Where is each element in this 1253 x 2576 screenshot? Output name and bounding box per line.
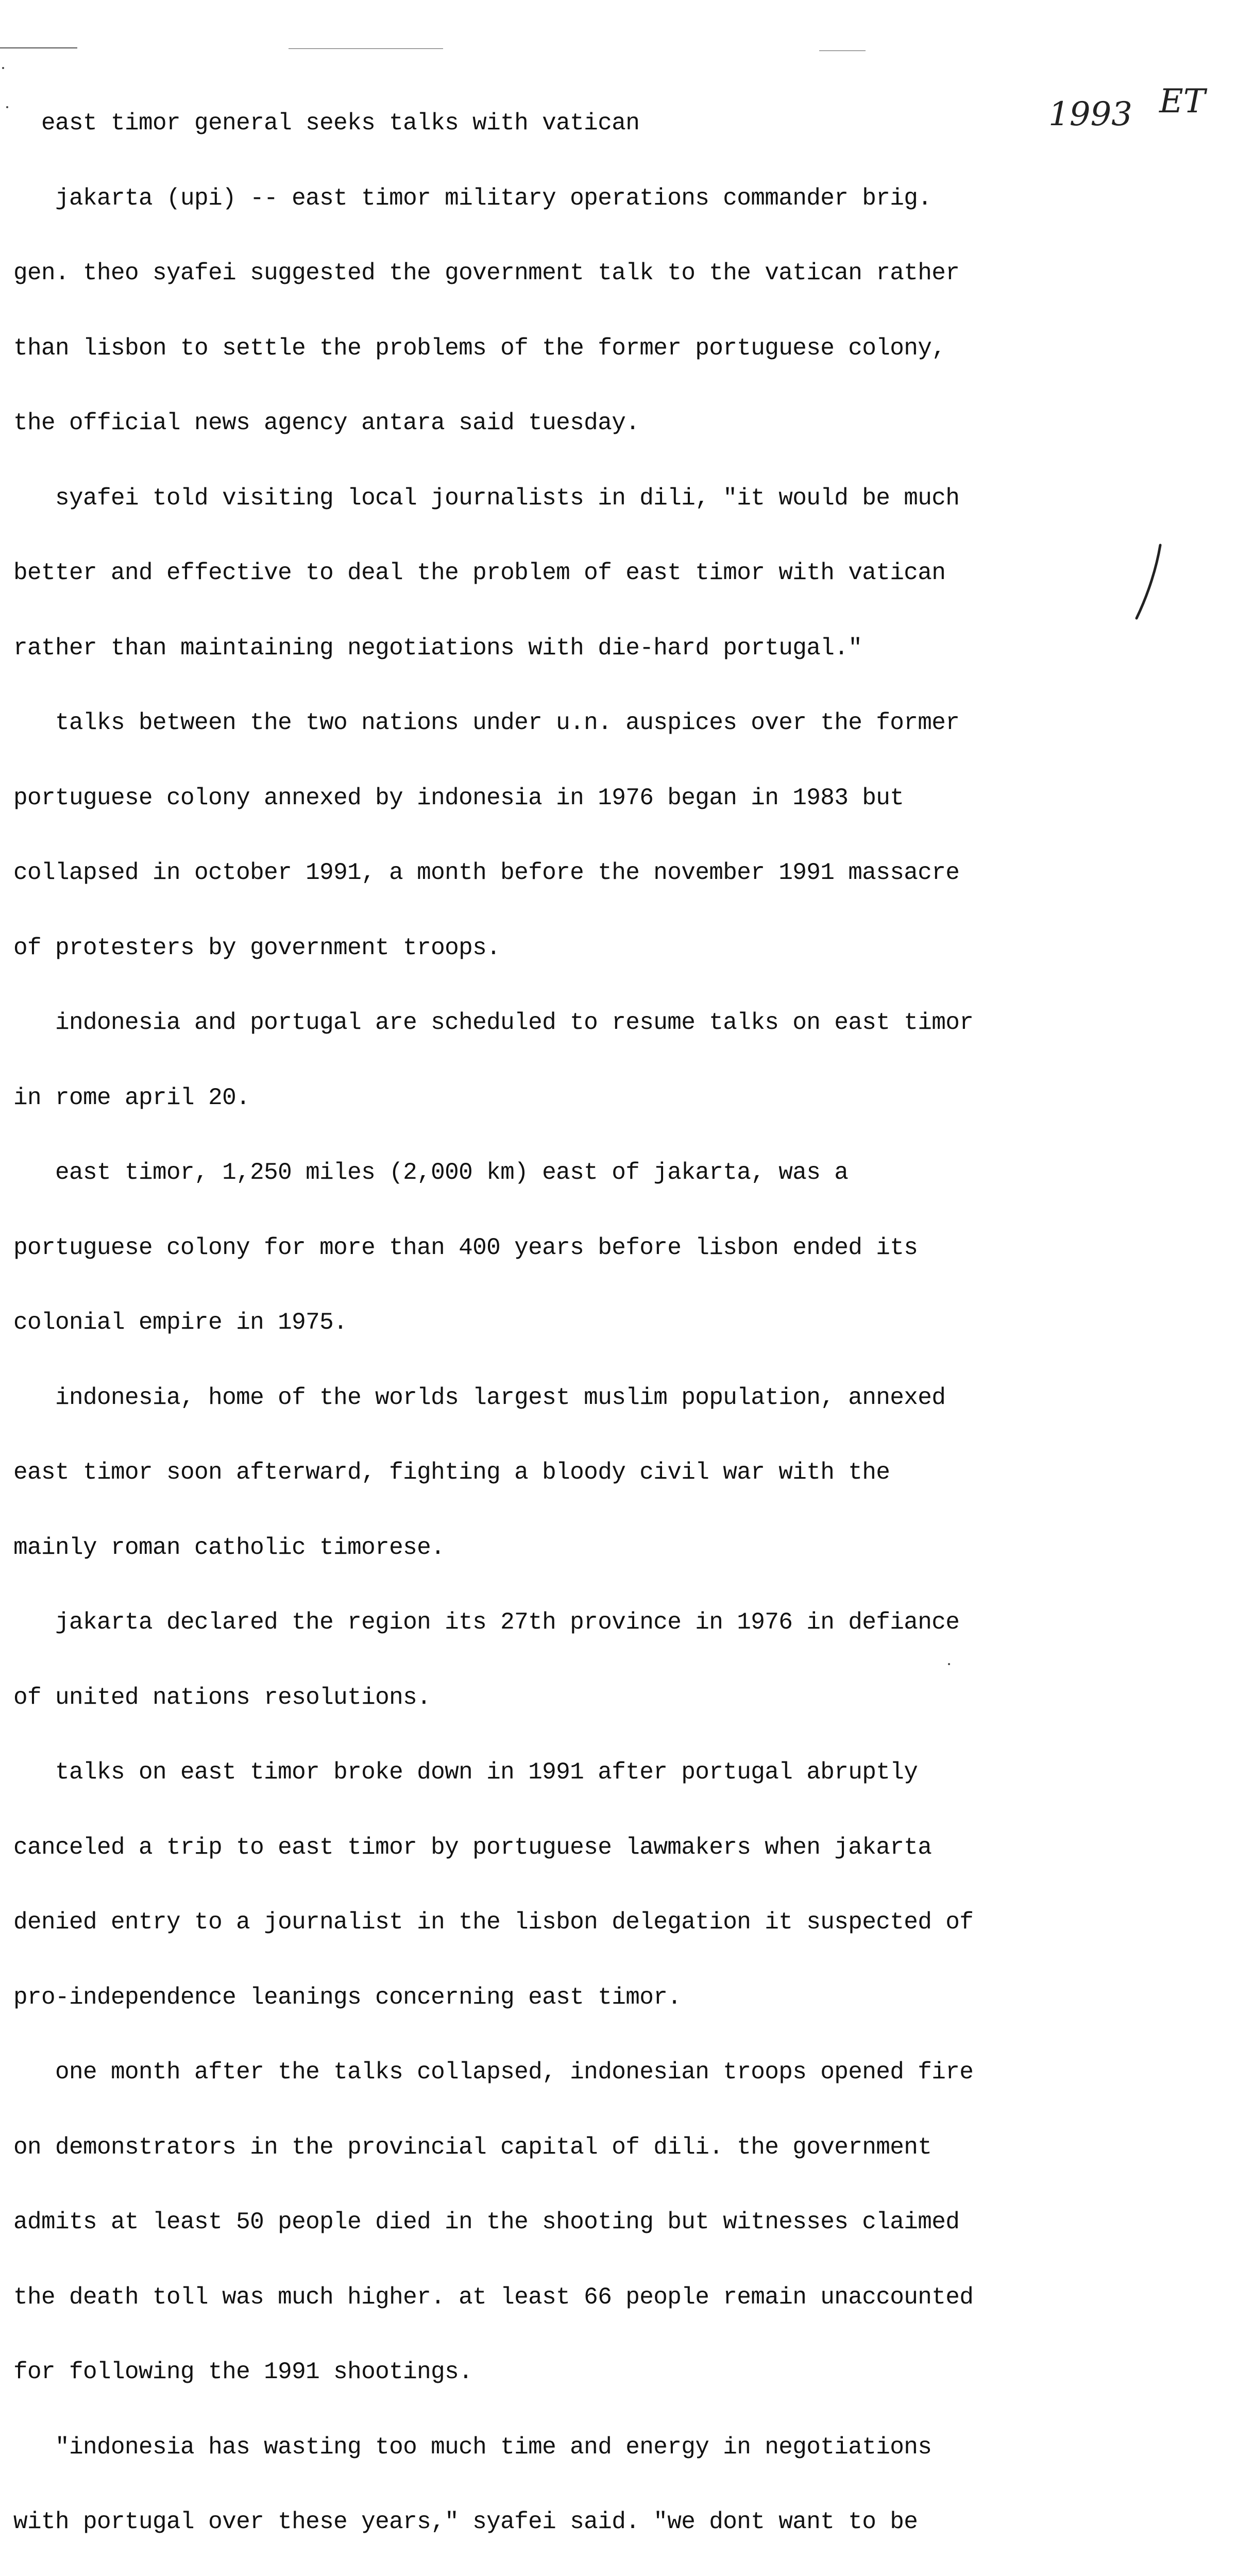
- text-line: talks on east timor broke down in 1991 after portugal abruptly: [13, 1759, 918, 1786]
- text-line: talks between the two nations under u.n. auspices over the former: [13, 709, 960, 736]
- scan-artifact: [819, 50, 866, 51]
- text-line: east timor, 1,250 miles (2,000 km) east of jakarta, was a: [13, 1159, 849, 1186]
- scan-speck: [6, 106, 8, 108]
- text-line: collapsed in october 1991, a month before the november 1991 massacre: [13, 859, 960, 886]
- text-line: canceled a trip to east timor by portuguese lawmakers when jakarta: [13, 1834, 932, 1861]
- scan-speck: [2, 67, 4, 69]
- text-line: colonial empire in 1975.: [13, 1309, 348, 1336]
- text-line: pro-independence leanings concerning east timor.: [13, 1984, 682, 2011]
- text-line: better and effective to deal the problem of east timor with vatican: [13, 560, 946, 586]
- text-line: indonesia and portugal are scheduled to resume talks on east timor: [13, 1009, 974, 1036]
- text-line: indonesia, home of the worlds largest muslim population, annexed: [13, 1384, 946, 1411]
- text-line: denied entry to a journalist in the lisbon delegation it suspected of: [13, 1909, 974, 1936]
- text-line: portuguese colony for more than 400 years before lisbon ended its: [13, 1234, 918, 1261]
- text-line: of united nations resolutions.: [13, 1684, 431, 1711]
- text-line: gen. theo syafei suggested the government talk to the vatican rather: [13, 260, 960, 286]
- text-line: east timor general seeks talks with vatican: [13, 110, 640, 137]
- text-line: portuguese colony annexed by indonesia in 1976 began in 1983 but: [13, 784, 904, 811]
- article-body: [13, 61, 973, 2576]
- text-line: jakarta declared the region its 27th province in 1976 in defiance: [13, 1609, 960, 1636]
- text-line: one month after the talks collapsed, indonesian troops opened fire: [13, 2059, 974, 2086]
- text-line: for following the 1991 shootings.: [13, 2359, 473, 2385]
- text-line: mainly roman catholic timorese.: [13, 1534, 445, 1561]
- text-line: jakarta (upi) -- east timor military operations commander brig.: [13, 184, 932, 212]
- handwritten-initials: ET: [1159, 82, 1206, 121]
- scan-artifact: [289, 48, 443, 49]
- text-line: syafei told visiting local journalists in dili, "it would be much: [13, 484, 960, 512]
- text-line: on demonstrators in the provincial capital of dili. the government: [13, 2133, 932, 2161]
- text-line: rather than maintaining negotiations with die-hard portugal.": [13, 634, 862, 662]
- text-line: with portugal over these years," syafei said. "we dont want to be: [13, 2509, 918, 2535]
- text-line: in rome april 20.: [13, 1084, 250, 1111]
- text-line: admits at least 50 people died in the shooting but witnesses claimed: [13, 2209, 960, 2235]
- handwritten-year: 1993: [1048, 95, 1132, 133]
- text-line: of protesters by government troops.: [13, 934, 501, 961]
- handwritten-slash-mark: [1128, 541, 1170, 623]
- text-line: "indonesia has wasting too much time and energy in negotiations: [13, 2433, 932, 2461]
- text-line: the death toll was much higher. at least 66 people remain unaccounted: [13, 2283, 974, 2311]
- scan-artifact: [0, 47, 77, 48]
- text-line: the official news agency antara said tuesday.: [13, 410, 640, 436]
- text-line: east timor soon afterward, fighting a bloody civil war with the: [13, 1459, 890, 1486]
- text-line: than lisbon to settle the problems of the former portuguese colony,: [13, 334, 946, 362]
